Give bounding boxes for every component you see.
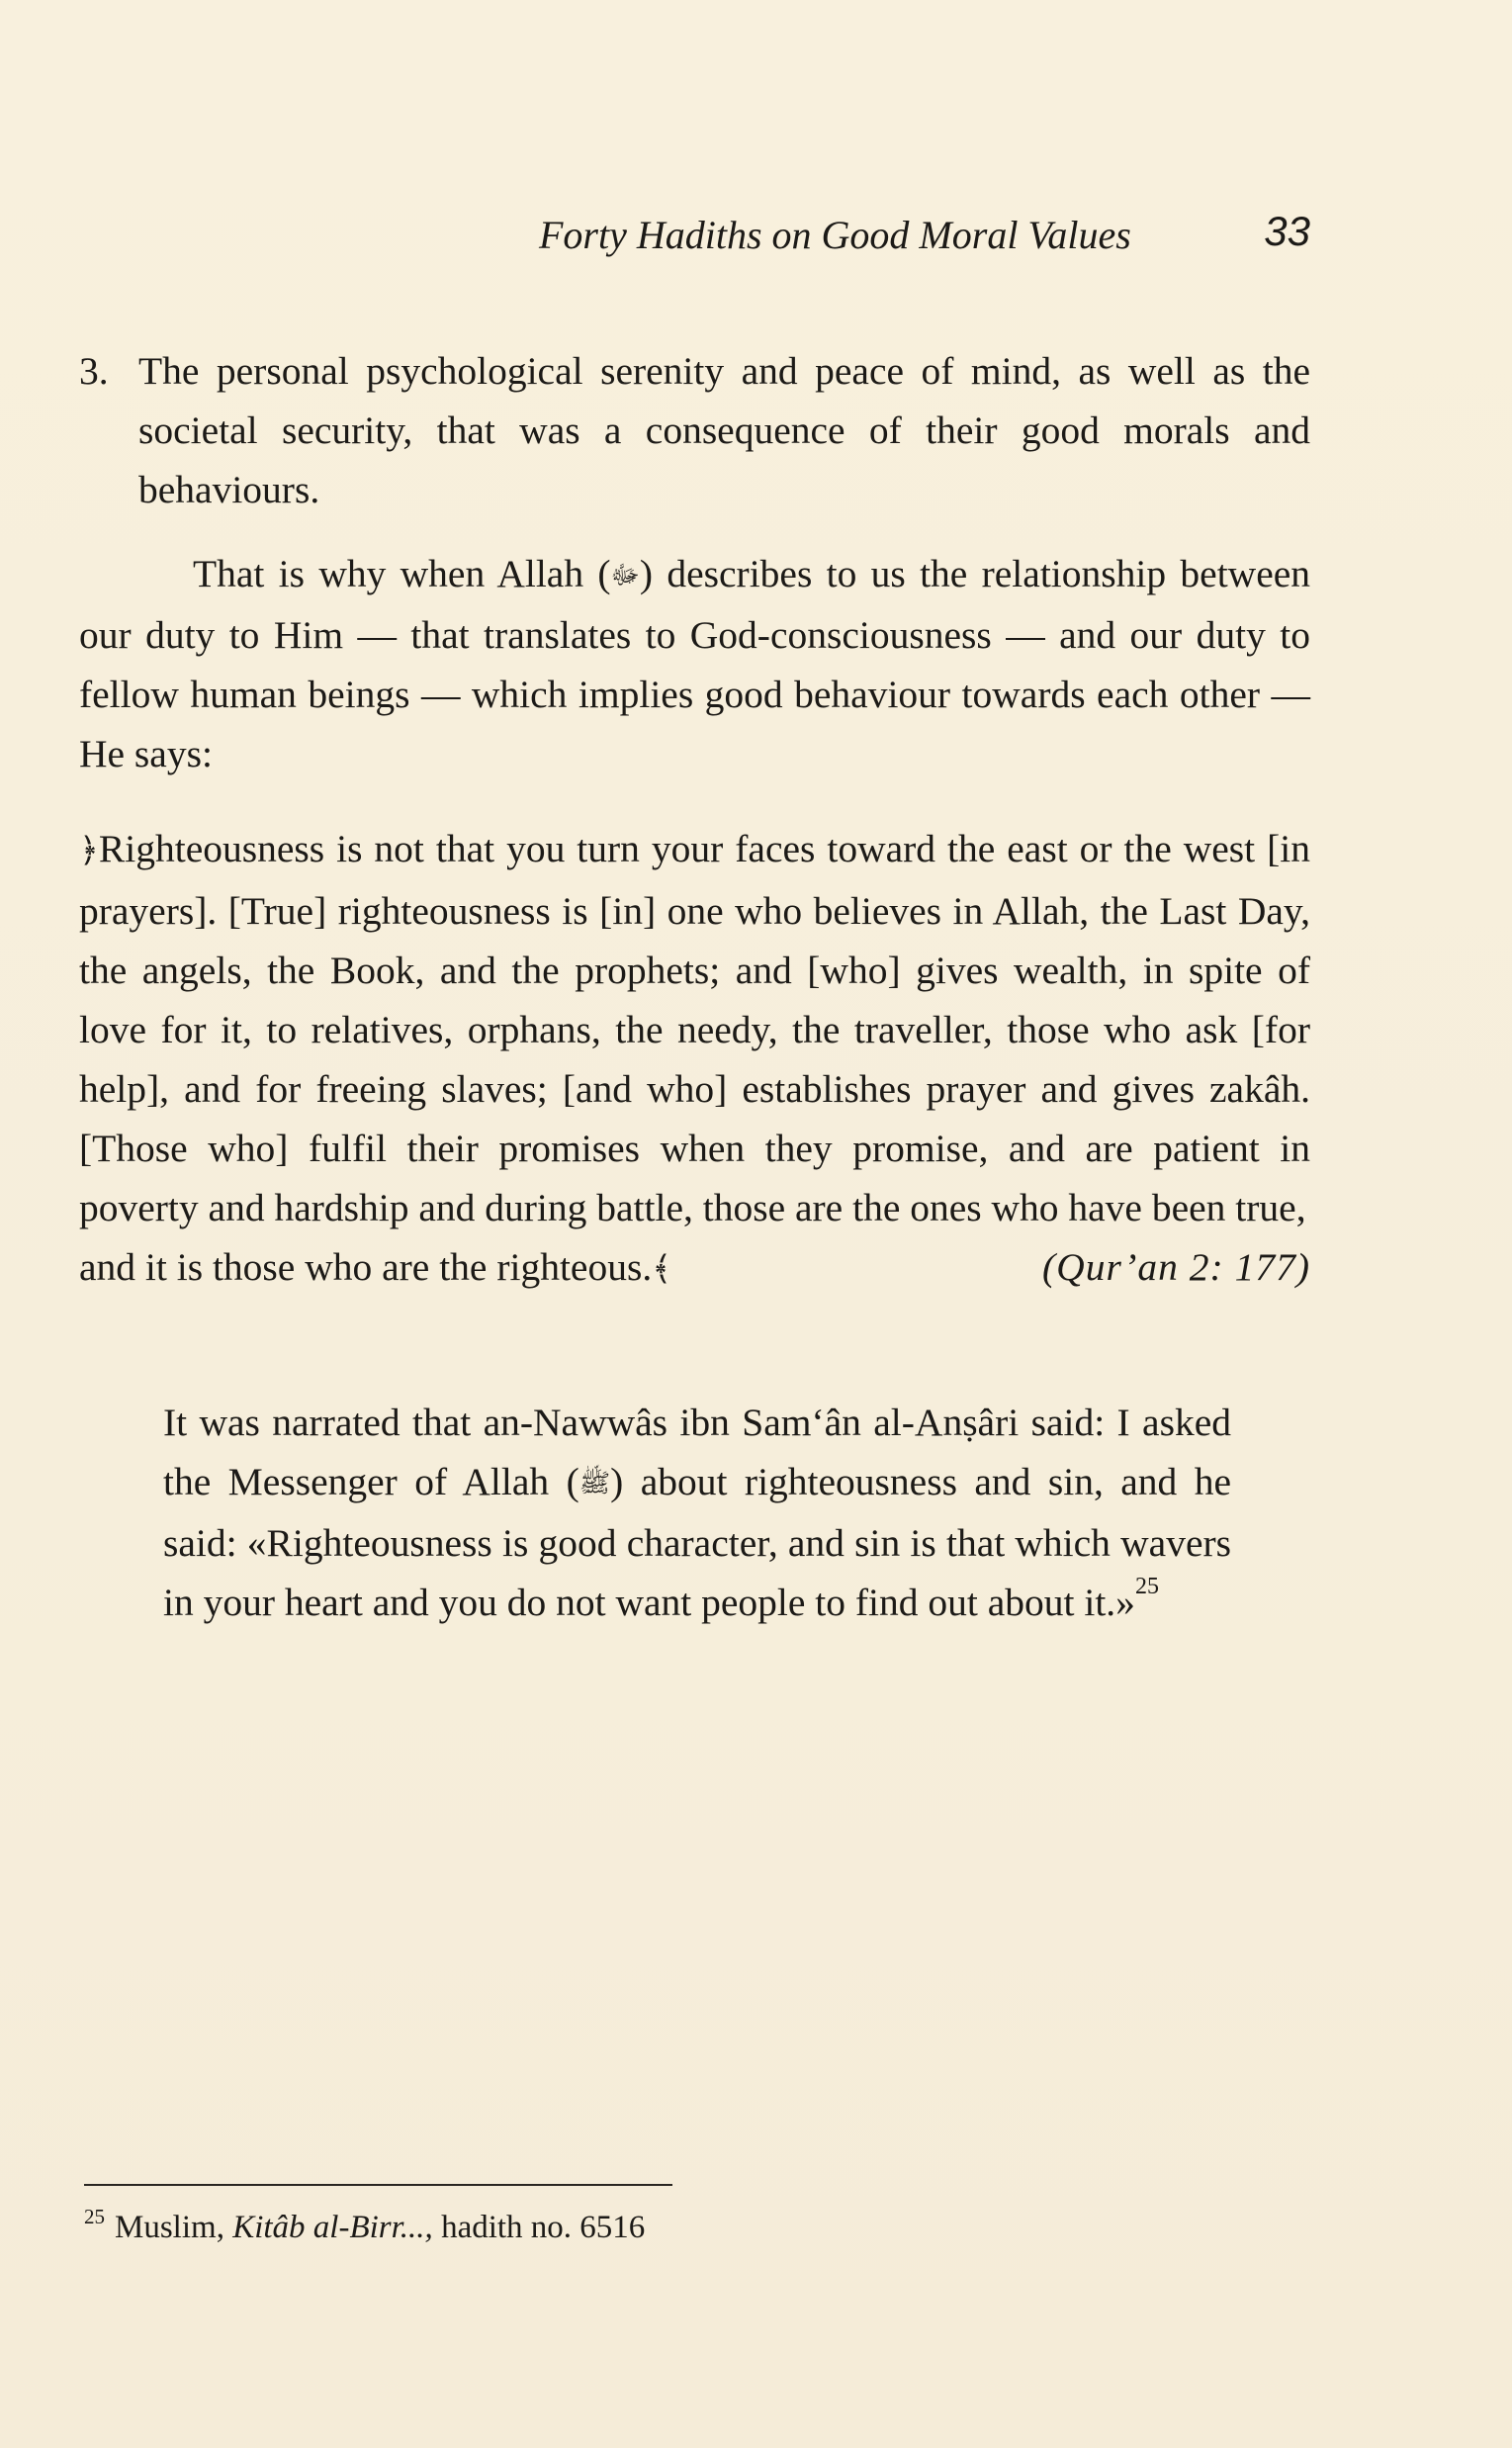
footnote-25 [84,2206,974,2249]
verse-open-bracket-icon: ﴿ [79,833,99,869]
verse-last-text: and it is those who are the righteous. [79,1245,653,1289]
item-number: 3. [79,349,109,393]
numbered-item-3 [79,341,1310,519]
footnote-book: Kitâb al-Birr..., [232,2210,433,2245]
verse-last-line [79,1237,1310,1300]
intro-text-end: ) describes to us the relationship between our duty to Him — that translates to God-consciousness — and our duty to fellow human beings — which implies good behaviour towards each other — He says: [79,552,1311,775]
page-number: 33 [1264,208,1310,254]
footnote-divider [84,2184,672,2186]
verse-close-bracket-icon: ﴾ [652,1251,672,1288]
intro-paragraph [79,544,1310,783]
hadith-paragraph [163,1393,1231,1632]
running-header [539,208,1310,263]
verse-citation: (Qur’an 2: 177) [1042,1245,1310,1289]
footnote-number: 25 [84,2205,105,2228]
salutation-glyph-icon: ﷻ [610,561,640,589]
intro-text-start: That is why when Allah ( [193,552,611,595]
footnote-source: Muslim, [115,2210,224,2245]
prophet-salutation-glyph-icon: ﷺ [578,1469,611,1497]
hadith-text-start: It was narrated that an-Nawwâs ibn Sam‘ân al-Anṣâri said: I asked the Messenger of Allah ( [163,1401,1231,1503]
running-header-title: Forty Hadiths on Good Moral Values [539,213,1131,257]
verse-text: Righteousness is not that you turn your faces toward the east or the west [in prayers]. [True] righteousness is [in] one who believes in Allah, the Last Day, the angels, the Book, and the prophets; and [who] gives wealth, in spite of love for it, to relatives, orphans, the needy, the traveller, those who ask [for help], and for freeing slaves; [and who] establishes prayer and gives zakâh. [Those who] fulfil their promises when they promise, and are patient in poverty and hardship and during battle, those are the ones who have been true, [79,827,1310,1229]
footnote-detail: hadith no. 6516 [441,2210,646,2245]
footnote-reference[interactable]: 25 [1134,1574,1159,1599]
item-text: The personal psychological serenity and peace of mind, as well as the societal security, that was a consequence of their good morals and behaviours. [138,349,1310,511]
hadith-text-end: ) about righteousness and sin, and he said: «Righteousness is good character, and sin is that which wavers in your heart and you do not want people to find out about it.» [163,1460,1231,1624]
quran-verse [79,819,1310,1300]
